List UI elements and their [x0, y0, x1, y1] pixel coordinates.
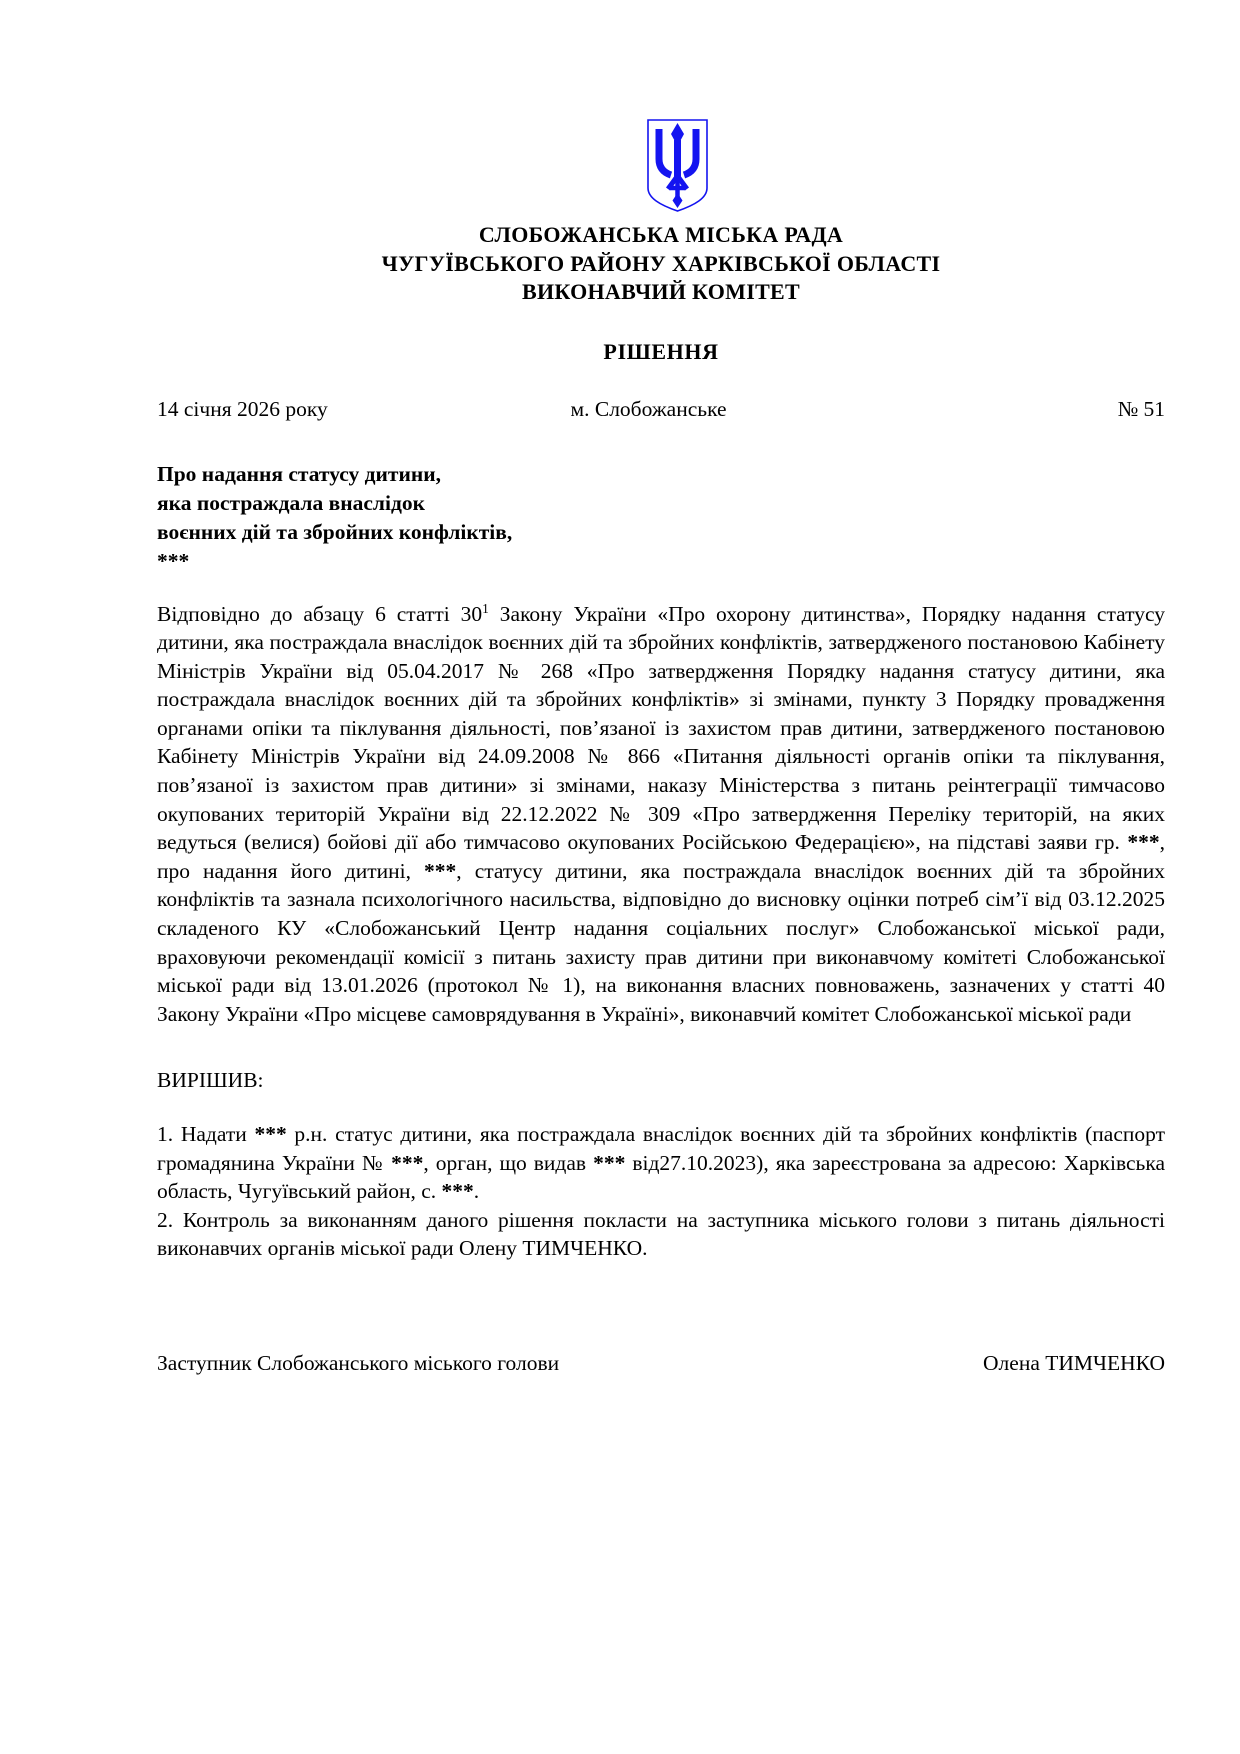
preamble-paragraph: Відповідно до абзацу 6 статті $30^1$ Закону України «Про охорону дитинства», Порядку надання статусу дитини, яка постраждала внаслідок воєнних дій та збройних конфліктів, затвердженого постановою Кабінету Міністрів України від 05.04.2017 № 268 «Про затвердження Порядку надання статусу дитини, яка постраждала внаслідок воєнних дій та збройних конфліктів» зі змінами, пункту 3 Порядку провадження органами опіки та піклування діяльності, пов’язаної із захистом прав дитини, затвердженого постановою Кабінету Міністрів України від 24.09.2008 № 866 «Питання діяльності органів опіки та піклування, пов’язаної із захистом прав дитини» зі змінами, наказу Міністерства з питань реінтеграції тимчасово окупованих територій України від 22.12.2022 № 309 «Про затвердження Переліку територій, на яких ведуться (велися) бойові дії або тимчасово окупованих Російською Федерацією», на підставі заяви гр. ***, про надання його дитині, ***, статусу дитини, яка постраждала внаслідок воєнних дій та збройних конфліктів та зазнала психологічного насильства, відповідно до висновку оцінки потреб сім’ї від 03.12.2025 складеного КУ «Слобожанський Центр надання соціальних послуг» Слобожанської міської ради, враховуючи рекомендації комісії з питань захисту прав дитини при виконавчому комітеті Слобожанської міської ради від 13.01.2026 (протокол № 1), на виконання власних повноважень, зазначених у статті 40 Закону України «Про місцеве самоврядування в Україні», виконавчий комітет Слобожанської міської ради — [157, 600, 1165, 1026]
signature-name: Олена ТИМЧЕНКО — [983, 1350, 1165, 1375]
decision-item-2: 2. Контроль за виконанням даного рішення покласти на заступника міського голови з питань діяльності виконавчих органів міської ради Олену ТИМЧЕНКО. — [157, 1207, 1165, 1261]
subject-line-2: яка постраждала внаслідок — [157, 490, 425, 515]
subject-line-3: воєнних дій та збройних конфліктів, — [157, 519, 513, 544]
doc-type-title: РІШЕННЯ — [603, 338, 719, 364]
doc-date: 14 січня 2026 року — [157, 396, 328, 421]
signature-row — [157, 1349, 1165, 1377]
dateline — [157, 396, 1165, 422]
subject-line-1: Про надання статусу дитини, — [157, 461, 442, 486]
org-name-line-1: СЛОБОЖАНСЬКА МІСЬКА РАДА — [478, 222, 844, 247]
decision-item-1: 1. Надати *** р.н. статус дитини, яка постраждала внаслідок воєнних дій та збройних конфліктів (паспорт громадянина України № ***, орган, що видав *** від27.10.2023), яка зареєстрована за адресою: Харківська область, Чугуївський район, с. ***. — [157, 1122, 1165, 1204]
ukraine-tryzub-emblem-icon — [645, 118, 710, 213]
org-name-line-2: ЧУГУЇВСЬКОГО РАЙОНУ ХАРКІВСЬКОЇ ОБЛАСТІ — [381, 250, 941, 276]
doc-number: № 51 — [1117, 396, 1165, 421]
org-name-line-3: ВИКОНАВЧИЙ КОМІТЕТ — [521, 279, 800, 304]
decision-items — [157, 1120, 1165, 1263]
doc-place: м. Слобожанське — [570, 396, 727, 421]
org-header — [157, 221, 1165, 307]
subject-line-4: *** — [157, 548, 190, 573]
resolved-heading: ВИРІШИВ: — [157, 1068, 264, 1093]
subject-block — [157, 460, 1165, 576]
signature-position: Заступник Слобожанського міського голови — [157, 1350, 560, 1375]
